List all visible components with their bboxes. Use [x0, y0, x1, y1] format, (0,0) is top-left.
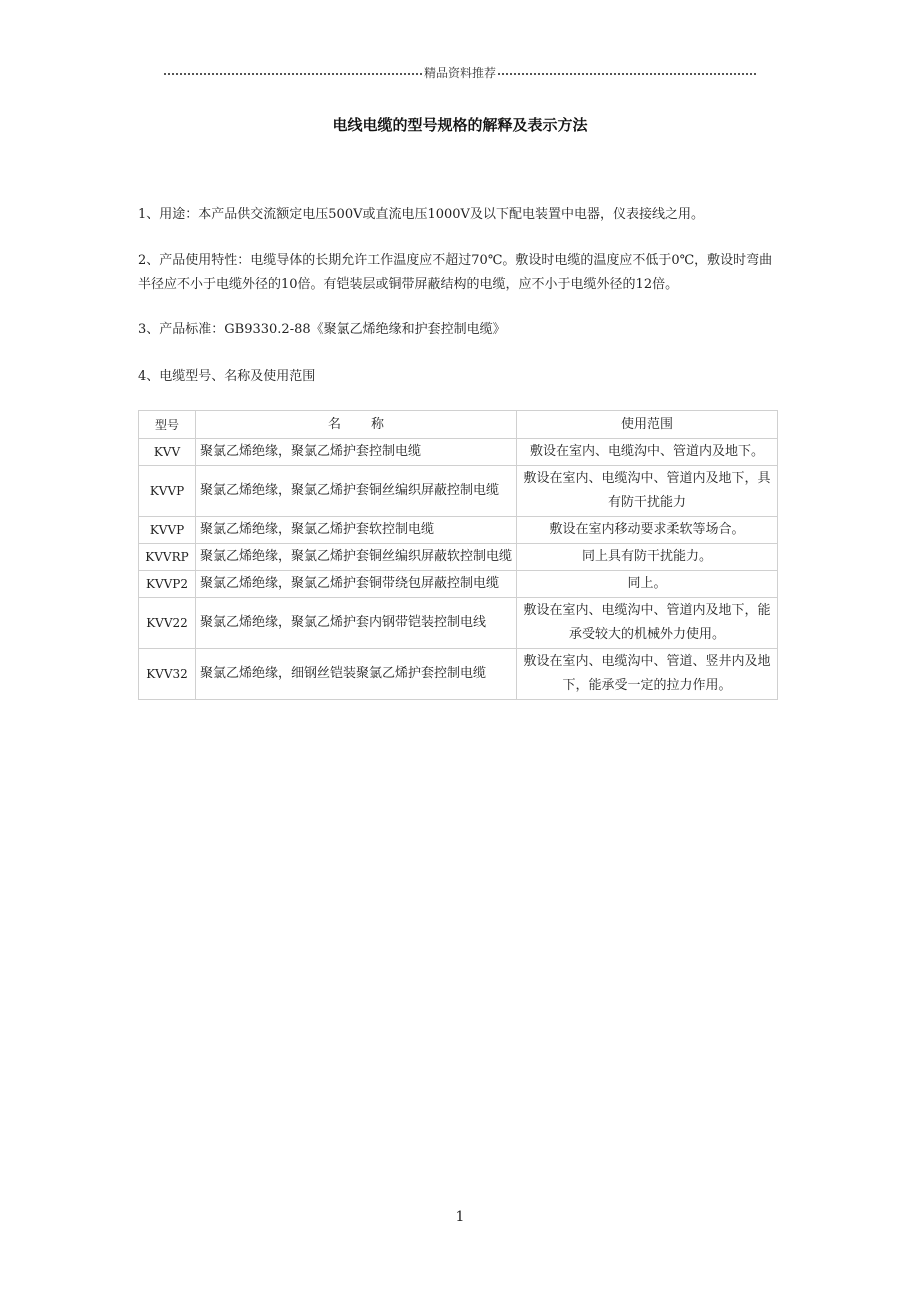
paragraph-standard: 3、产品标准：GB9330.2-88《聚氯乙烯绝缘和护套控制电缆》 — [138, 322, 506, 337]
table-row — [139, 598, 778, 649]
document-title: 电线电缆的型号规格的解释及表示方法 — [332, 116, 588, 134]
cell-usage: 同上。 — [517, 571, 778, 598]
cell-usage: 敷设在室内移动要求柔软等场合。 — [517, 517, 778, 544]
cell-usage: 敷设在室内、电缆沟中、管道内及地下，具有防干扰能力 — [517, 466, 778, 517]
header-usage: 使用范围 — [517, 411, 778, 439]
table-row — [139, 439, 778, 466]
header-text: 精品资料推荐 — [424, 66, 497, 80]
header-dots-left — [164, 73, 422, 75]
header-dots-right — [498, 73, 756, 75]
table-row — [139, 466, 778, 517]
cell-model: KVV — [139, 439, 196, 466]
table-row — [139, 571, 778, 598]
cell-model: KVV22 — [139, 598, 196, 649]
table-header-row — [139, 411, 778, 439]
table-row — [139, 544, 778, 571]
cell-name: 聚氯乙烯绝缘，聚氯乙烯护套铜丝编织屏蔽控制电缆 — [196, 466, 517, 517]
cell-model: KVV32 — [139, 649, 196, 700]
cell-model: KVVP — [139, 517, 196, 544]
cell-name: 聚氯乙烯绝缘，聚氯乙烯护套软控制电缆 — [196, 517, 517, 544]
cell-usage: 敷设在室内、电缆沟中、管道、竖井内及地下，能承受一定的拉力作用。 — [517, 649, 778, 700]
header-name-b: 称 — [371, 416, 385, 432]
table-row — [139, 649, 778, 700]
paragraph-characteristics: 2、产品使用特性：电缆导体的长期允许工作温度应不超过70℃。敷设时电缆的温度应不低于0℃，敷设时弯曲半径应不小于电缆外径的10倍。有铠装层或铜带屏蔽结构的电缆，应不小于电缆外径的12倍。 — [138, 253, 773, 292]
header-name — [196, 411, 517, 439]
table-row — [139, 517, 778, 544]
paragraph-usage: 1、用途：本产品供交流额定电压500V或直流电压1000V及以下配电装置中电器，仪表接线之用。 — [138, 207, 704, 222]
cell-usage: 同上具有防干扰能力。 — [517, 544, 778, 571]
cell-model: KVVP — [139, 466, 196, 517]
cable-spec-table — [138, 410, 778, 700]
cell-model: KVVP2 — [139, 571, 196, 598]
cell-model: KVVRP — [139, 544, 196, 571]
cell-usage: 敷设在室内、电缆沟中、管道内及地下。 — [517, 439, 778, 466]
paragraph-table-intro: 4、电缆型号、名称及使用范围 — [138, 369, 316, 384]
cell-name: 聚氯乙烯绝缘，细钢丝铠装聚氯乙烯护套控制电缆 — [196, 649, 517, 700]
cell-usage: 敷设在室内、电缆沟中、管道内及地下，能承受较大的机械外力使用。 — [517, 598, 778, 649]
cell-name: 聚氯乙烯绝缘，聚氯乙烯护套控制电缆 — [196, 439, 517, 466]
cell-name: 聚氯乙烯绝缘，聚氯乙烯护套内钢带铠装控制电线 — [196, 598, 517, 649]
header-name-a: 名 — [327, 416, 341, 432]
page-header — [164, 64, 756, 81]
cell-name: 聚氯乙烯绝缘，聚氯乙烯护套铜带绕包屏蔽控制电缆 — [196, 571, 517, 598]
cell-name: 聚氯乙烯绝缘，聚氯乙烯护套铜丝编织屏蔽软控制电缆 — [196, 544, 517, 571]
page-number: 1 — [455, 1209, 465, 1225]
header-model: 型号 — [139, 411, 196, 439]
